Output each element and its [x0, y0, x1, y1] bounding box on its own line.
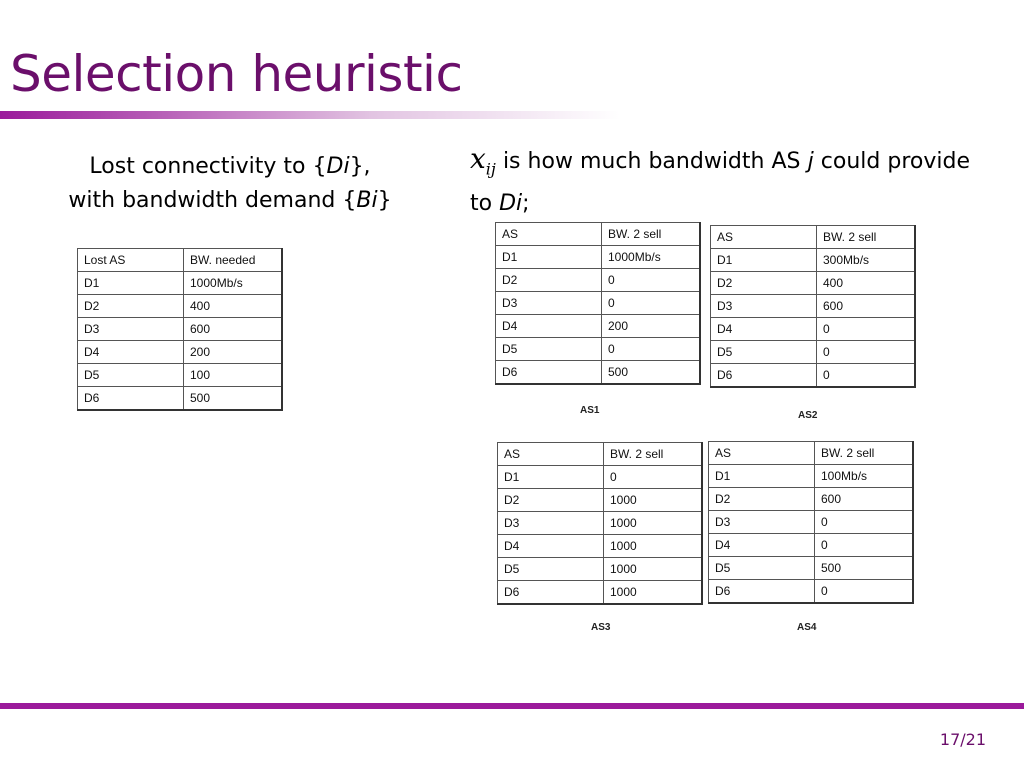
- left-line-1-suffix: },: [349, 154, 371, 179]
- table-cell: D2: [496, 269, 602, 292]
- table-row: [496, 246, 701, 269]
- table-row: [711, 341, 916, 364]
- lost-as-table: [77, 248, 283, 411]
- table-row: [78, 295, 283, 318]
- slide-title: Selection heuristic: [10, 45, 463, 103]
- table-cell: 400: [184, 295, 283, 318]
- table-cell: 600: [817, 295, 916, 318]
- table-cell: D3: [709, 511, 815, 534]
- table-cell: D3: [711, 295, 817, 318]
- table-cell: D4: [709, 534, 815, 557]
- table-cell: 1000: [604, 535, 703, 558]
- table-cell: 300Mb/s: [817, 249, 916, 272]
- table-cell: 1000Mb/s: [602, 246, 701, 269]
- header-cell: AS: [498, 443, 604, 466]
- table-cell: 200: [184, 341, 283, 364]
- table-header-row: [498, 443, 703, 466]
- table-cell: D5: [498, 558, 604, 581]
- table-cell: D6: [711, 364, 817, 388]
- table-row: [711, 364, 916, 388]
- table-header-row: [711, 226, 916, 249]
- table-cell: D6: [498, 581, 604, 605]
- table-cell: 1000Mb/s: [184, 272, 283, 295]
- table-cell: 0: [815, 580, 914, 604]
- header-cell: BW. 2 sell: [602, 223, 701, 246]
- table-row: [709, 557, 914, 580]
- as2-caption: AS2: [798, 410, 818, 421]
- table-cell: D2: [78, 295, 184, 318]
- table-row: [496, 315, 701, 338]
- table-cell: D4: [711, 318, 817, 341]
- footer-rule: [0, 703, 1024, 709]
- var-di-right: Di: [499, 190, 523, 216]
- as3-table: [497, 442, 703, 605]
- header-cell: AS: [709, 442, 815, 465]
- table-row: [709, 465, 914, 488]
- table-row: [496, 269, 701, 292]
- table-cell: D2: [711, 272, 817, 295]
- table-cell: D2: [709, 488, 815, 511]
- table-row: [78, 318, 283, 341]
- table-cell: D4: [78, 341, 184, 364]
- xij-symbol: [470, 142, 496, 179]
- header-cell: BW. needed: [184, 249, 283, 272]
- table-row: [709, 534, 914, 557]
- header-cell: BW. 2 sell: [815, 442, 914, 465]
- table-row: [496, 292, 701, 315]
- page-number: 17/21: [939, 730, 986, 749]
- table-row: [78, 272, 283, 295]
- table-cell: 0: [815, 534, 914, 557]
- table-row: [78, 387, 283, 411]
- table-cell: D6: [709, 580, 815, 604]
- table-cell: D1: [498, 466, 604, 489]
- table-cell: 600: [184, 318, 283, 341]
- table-cell: D3: [78, 318, 184, 341]
- table-cell: D1: [709, 465, 815, 488]
- left-description: [30, 150, 430, 218]
- table-row: [709, 580, 914, 604]
- left-line-1: [30, 150, 430, 184]
- table-row: [78, 341, 283, 364]
- var-di: Di: [326, 154, 350, 179]
- table-cell: D3: [498, 512, 604, 535]
- table-row: [709, 511, 914, 534]
- table-cell: D5: [709, 557, 815, 580]
- right-text-part-1: is how much bandwidth AS: [502, 149, 801, 174]
- table-row: [709, 488, 914, 511]
- table-row: [496, 338, 701, 361]
- left-line-1-prefix: Lost connectivity to {: [89, 154, 327, 179]
- left-line-2-suffix: }: [377, 188, 392, 213]
- table-cell: 100: [184, 364, 283, 387]
- as2-table: [710, 225, 916, 388]
- table-cell: 100Mb/s: [815, 465, 914, 488]
- table-cell: D4: [498, 535, 604, 558]
- var-x-subscript: ij: [485, 159, 496, 179]
- table-cell: 400: [817, 272, 916, 295]
- table-cell: D1: [711, 249, 817, 272]
- table-cell: D5: [711, 341, 817, 364]
- table-row: [498, 512, 703, 535]
- table-cell: 200: [602, 315, 701, 338]
- table-cell: D6: [78, 387, 184, 411]
- table-cell: D1: [78, 272, 184, 295]
- table-cell: 1000: [604, 581, 703, 605]
- table-cell: 500: [602, 361, 701, 385]
- right-text-part-2: could provide to: [470, 149, 971, 216]
- table-row: [711, 249, 916, 272]
- table-cell: 0: [602, 292, 701, 315]
- table-cell: 0: [817, 341, 916, 364]
- table-row: [498, 558, 703, 581]
- table-row: [498, 535, 703, 558]
- table-header-row: [709, 442, 914, 465]
- as3-caption: AS3: [591, 622, 611, 633]
- table-cell: D1: [496, 246, 602, 269]
- table-header-row: [78, 249, 283, 272]
- table-row: [498, 489, 703, 512]
- table-cell: 600: [815, 488, 914, 511]
- var-j: j: [807, 149, 814, 174]
- table-row: [711, 318, 916, 341]
- table-cell: 1000: [604, 489, 703, 512]
- table-cell: D3: [496, 292, 602, 315]
- as1-table: [495, 222, 701, 385]
- table-row: [711, 272, 916, 295]
- table-cell: 0: [817, 364, 916, 388]
- right-text-part-3: ;: [522, 190, 530, 216]
- table-cell: D6: [496, 361, 602, 385]
- table-row: [496, 361, 701, 385]
- left-line-2: [30, 184, 430, 218]
- var-bi: Bi: [356, 188, 378, 213]
- as4-table: [708, 441, 914, 604]
- var-x: x: [470, 142, 486, 175]
- table-row: [711, 295, 916, 318]
- table-cell: 0: [815, 511, 914, 534]
- header-cell: AS: [711, 226, 817, 249]
- as1-caption: AS1: [580, 405, 600, 416]
- right-description: [470, 142, 970, 221]
- header-cell: Lost AS: [78, 249, 184, 272]
- table-cell: 0: [602, 269, 701, 292]
- table-cell: D5: [78, 364, 184, 387]
- table-cell: 1000: [604, 558, 703, 581]
- table-cell: D4: [496, 315, 602, 338]
- table-cell: 0: [817, 318, 916, 341]
- table-header-row: [496, 223, 701, 246]
- table-row: [78, 364, 283, 387]
- table-cell: D5: [496, 338, 602, 361]
- table-cell: 0: [602, 338, 701, 361]
- table-cell: 0: [604, 466, 703, 489]
- table-cell: 1000: [604, 512, 703, 535]
- left-line-2-prefix: with bandwidth demand {: [68, 188, 357, 213]
- table-cell: 500: [815, 557, 914, 580]
- header-cell: BW. 2 sell: [604, 443, 703, 466]
- header-cell: AS: [496, 223, 602, 246]
- table-row: [498, 581, 703, 605]
- header-cell: BW. 2 sell: [817, 226, 916, 249]
- table-cell: D2: [498, 489, 604, 512]
- as4-caption: AS4: [797, 622, 817, 633]
- table-row: [498, 466, 703, 489]
- table-cell: 500: [184, 387, 283, 411]
- title-underline: [0, 111, 620, 119]
